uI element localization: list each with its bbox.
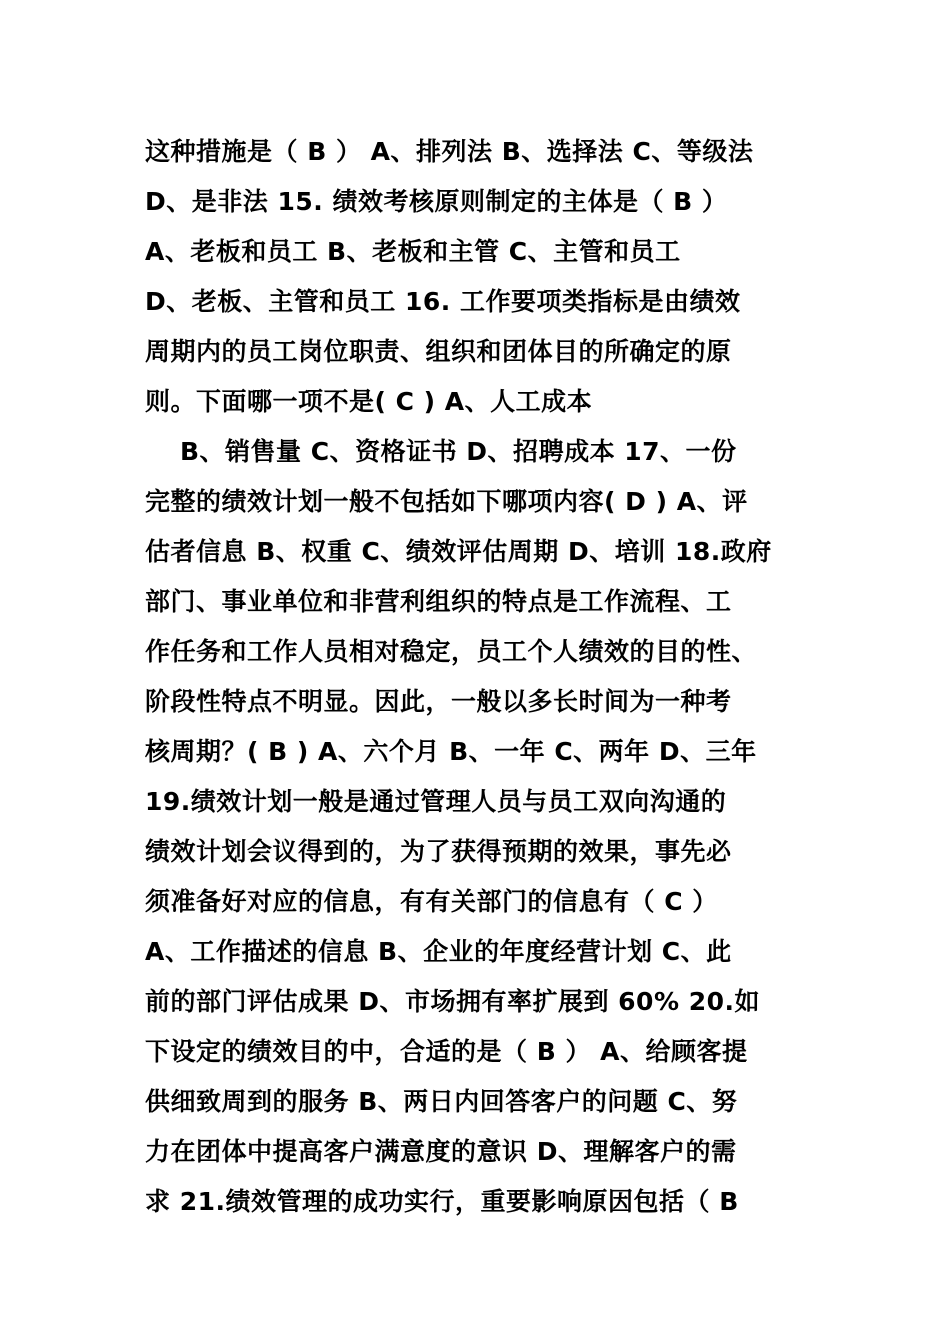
text-line: 须准备好对应的信息，有有关部门的信息有（ C ） bbox=[145, 887, 718, 916]
text-line: D、老板、主管和员工 16. 工作要项类指标是由绩效 bbox=[145, 287, 741, 316]
text-line: 求 21.绩效管理的成功实行，重要影响原因包括（ B bbox=[145, 1187, 739, 1216]
text-line: B、销售量 C、资格证书 D、招聘成本 17、一份 bbox=[180, 437, 737, 466]
text-line: 这种措施是（ B ） A、排列法 B、选择法 C、等级法 bbox=[145, 137, 754, 166]
text-line: 阶段性特点不明显。因此，一般以多长时间为一种考 bbox=[145, 687, 732, 716]
text-line: A、老板和员工 B、老板和主管 C、主管和员工 bbox=[145, 237, 681, 266]
text-line: D、是非法 15. 绩效考核原则制定的主体是（ B ） bbox=[145, 187, 728, 216]
text-line: 前的部门评估成果 D、市场拥有率扩展到 60% 20.如 bbox=[145, 987, 760, 1016]
text-line: 作任务和工作人员相对稳定，员工个人绩效的目的性、 bbox=[145, 637, 758, 666]
text-line: 供细致周到的服务 B、两日内回答客户的问题 C、努 bbox=[145, 1087, 738, 1116]
document-body bbox=[145, 127, 825, 1227]
text-line: 完整的绩效计划一般不包括如下哪项内容( D ) A、评 bbox=[145, 487, 748, 516]
text-line: 部门、事业单位和非营利组织的特点是工作流程、工 bbox=[145, 587, 732, 616]
text-line: 估者信息 B、权重 C、绩效评估周期 D、培训 18.政府 bbox=[145, 537, 772, 566]
text-line: 周期内的员工岗位职责、组织和团体目的所确定的原 bbox=[145, 337, 732, 366]
text-line: 力在团体中提高客户满意度的意识 D、理解客户的需 bbox=[145, 1137, 737, 1166]
text-line: 下设定的绩效目的中，合适的是（ B ） A、给顾客提 bbox=[145, 1037, 748, 1066]
text-line: 则。下面哪一项不是( C ) A、人工成本 bbox=[145, 387, 593, 416]
text-line: 核周期？( B ) A、六个月 B、一年 C、两年 D、三年 bbox=[145, 737, 757, 766]
text-line: A、工作描述的信息 B、企业的年度经营计划 C、此 bbox=[145, 937, 732, 966]
text-line: 绩效计划会议得到的，为了获得预期的效果，事先必 bbox=[145, 837, 732, 866]
text-line: 19.绩效计划一般是通过管理人员与员工双向沟通的 bbox=[145, 787, 727, 816]
